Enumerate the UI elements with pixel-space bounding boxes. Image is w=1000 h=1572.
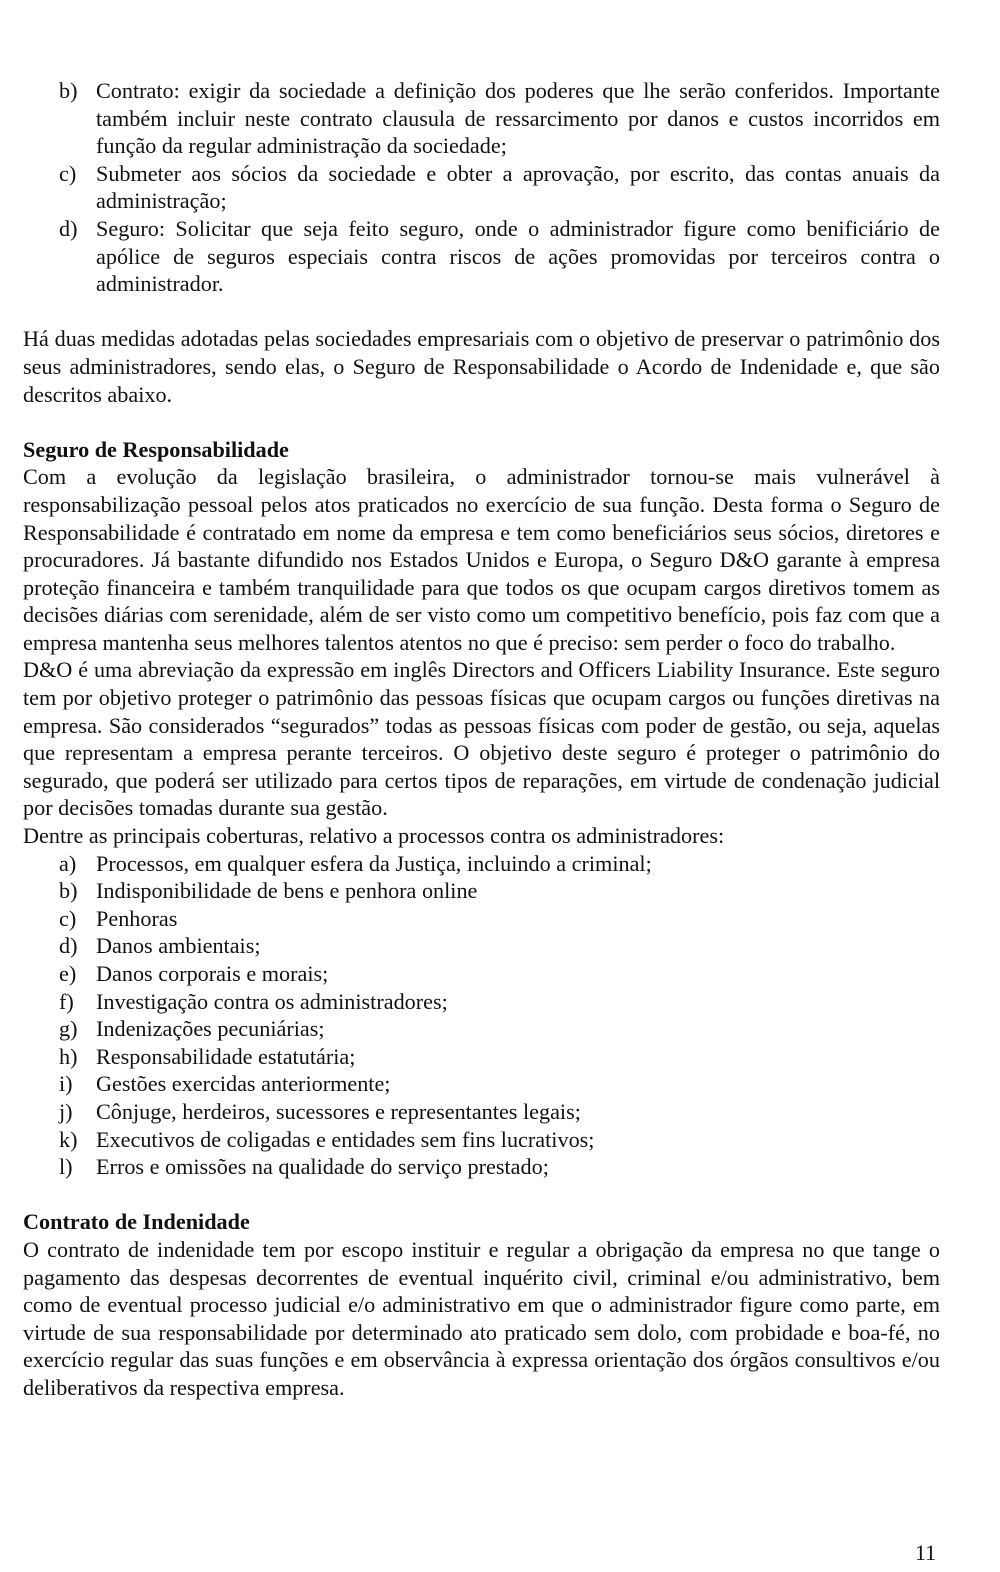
list-item-text: Danos corporais e morais; bbox=[96, 961, 329, 986]
list-item-text: Indisponibilidade de bens e penhora online bbox=[96, 878, 478, 904]
list-item-text: Seguro: Solicitar que seja feito seguro, onde o administrador figure como benificiário de apólice de seguros especiais contra riscos de ações promovidas por terceiros contra o administrador. bbox=[96, 215, 940, 297]
list-item bbox=[23, 1043, 940, 1071]
list-item bbox=[23, 215, 940, 298]
list-item bbox=[23, 1070, 940, 1098]
list-item-text: Responsabilidade estatutária; bbox=[96, 1043, 356, 1069]
list-item bbox=[23, 960, 940, 988]
list-item-text: Danos ambientais; bbox=[96, 933, 261, 959]
list-item-text: Cônjuge, herdeiros, sucessores e representantes legais; bbox=[96, 1098, 581, 1124]
list-marker: d) bbox=[59, 215, 78, 241]
list-item-text: Executivos de coligadas e entidades sem fins lucrativos; bbox=[96, 1126, 595, 1152]
list-item bbox=[23, 850, 940, 878]
list-item bbox=[23, 932, 940, 960]
list-item-text: Investigação contra os administradores; bbox=[96, 988, 448, 1014]
list-item bbox=[23, 877, 940, 905]
list-marker: i) bbox=[59, 1071, 73, 1097]
list-item-text: Submeter aos sócios da sociedade e obter a aprovação, por escrito, das contas anuais da administração; bbox=[96, 160, 940, 214]
list-marker: c) bbox=[59, 160, 77, 186]
spacer bbox=[23, 1181, 940, 1209]
list-item bbox=[23, 1098, 940, 1126]
list-marker: h) bbox=[59, 1043, 78, 1069]
list-item-text: Indenizações pecuniárias; bbox=[96, 1016, 325, 1042]
list-item-text: Penhoras bbox=[96, 905, 178, 931]
section-heading-seguro: Seguro de Responsabilidade bbox=[23, 436, 289, 462]
list-item bbox=[23, 905, 940, 933]
list-item-text: Contrato: exigir da sociedade a definição dos poderes que lhe serão conferidos. Importante também incluir neste contrato clausula de ressarcimento por danos e custos incorridos em função da regular administração da sociedade; bbox=[96, 78, 940, 159]
document-page bbox=[23, 77, 940, 1402]
list-item-text: Processos, em qualquer esfera da Justiça, incluindo a criminal; bbox=[96, 850, 652, 876]
list-marker: j) bbox=[59, 1098, 73, 1124]
list-item bbox=[23, 1153, 940, 1181]
coverage-list bbox=[23, 850, 940, 1181]
list-marker: k) bbox=[59, 1126, 78, 1152]
list-item bbox=[23, 160, 940, 215]
section-heading-contrato: Contrato de Indenidade bbox=[23, 1209, 250, 1235]
list-marker: f) bbox=[59, 988, 74, 1014]
seguro-paragraph-1: Com a evolução da legislação brasileira, o administrador tornou-se mais vulnerável à responsabilização pessoal pelos atos praticados no exercício de sua função. Desta forma o Seguro de Responsabilidade é contratado em nome da empresa e tem como beneficiários seus sócios, diretores e procuradores. Já bastante difundido nos Estados Unidos e Europa, o Seguro D&O garante à empresa proteção financeira e também tranquilidade para que todos os que ocupam cargos diretivos tomem as decisões diárias com serenidade, além de ser visto como um competitivo benefício, pois faz com que a empresa mantenha seus melhores talentos atentos no que é preciso: sem perder o foco do trabalho. bbox=[23, 464, 940, 655]
list-item bbox=[23, 988, 940, 1016]
list-item bbox=[23, 1126, 940, 1154]
list-marker: d) bbox=[59, 933, 78, 959]
list-item bbox=[23, 1015, 940, 1043]
list-item bbox=[23, 77, 940, 160]
spacer bbox=[23, 298, 940, 326]
list-marker: c) bbox=[59, 905, 77, 931]
list-marker: e) bbox=[59, 961, 77, 986]
list-marker: b) bbox=[59, 878, 78, 904]
seguro-paragraph-2: D&O é uma abreviação da expressão em inglês Directors and Officers Liability Insurance. Este seguro tem por objetivo proteger o patrimônio das pessoas físicas que ocupam cargos ou funções diretivas na empresa. São considerados “segurados” todas as pessoas físicas com poder de gestão, ou seja, aquelas que representam a empresa perante terceiros. O objetivo deste seguro é proteger o patrimônio do segurado, que poderá ser utilizado para certos tipos de reparações, em virtude de condenação judicial por decisões tomadas durante sua gestão. bbox=[23, 657, 940, 821]
list-marker: g) bbox=[59, 1016, 78, 1042]
spacer bbox=[23, 408, 940, 436]
list-marker: b) bbox=[59, 78, 78, 103]
top-list bbox=[23, 77, 940, 298]
contrato-paragraph: O contrato de indenidade tem por escopo instituir e regular a obrigação da empresa no que tange o pagamento das despesas decorrentes de eventual inquérito civil, criminal e/ou administrativo, bem como de eventual processo judicial e/o administrativo em que o administrador figure como parte, em virtude de sua responsabilidade por determinado ato praticado sem dolo, com probidade e boa-fé, no exercício regular das suas funções e em observância à expressa orientação dos órgãos consultivos e/ou deliberativos da respectiva empresa. bbox=[23, 1236, 940, 1400]
list-marker: a) bbox=[59, 850, 77, 876]
list-item-text: Gestões exercidas anteriormente; bbox=[96, 1071, 391, 1097]
coverage-list-intro: Dentre as principais coberturas, relativo a processos contra os administradores: bbox=[23, 823, 725, 849]
list-item-text: Erros e omissões na qualidade do serviço prestado; bbox=[96, 1154, 549, 1180]
list-marker: l) bbox=[59, 1154, 73, 1180]
page-number: 11 bbox=[915, 1540, 937, 1565]
intro-paragraph: Há duas medidas adotadas pelas sociedades empresariais com o objetivo de preservar o patrimônio dos seus administradores, sendo elas, o Seguro de Responsabilidade o Acordo de Indenidade e, que são descritos abaixo. bbox=[23, 326, 940, 407]
